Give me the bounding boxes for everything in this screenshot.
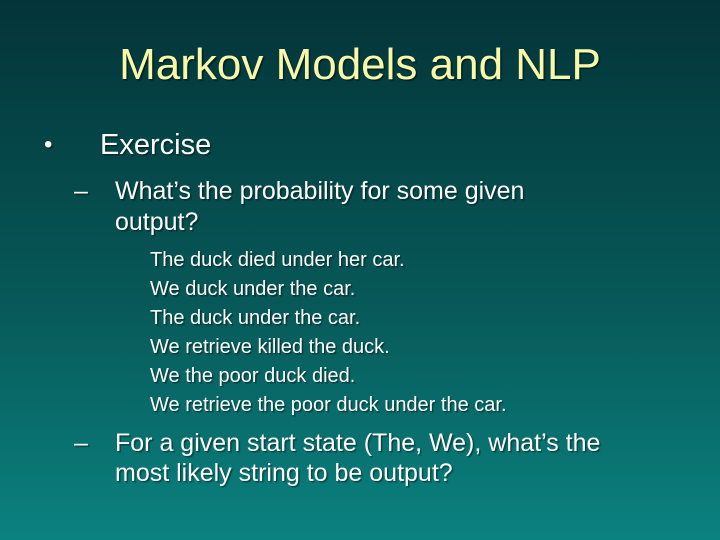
bullet-exercise-label: Exercise: [100, 129, 212, 161]
example-sentence: We retrieve the poor duck under the car.: [150, 394, 507, 416]
dash-bullet-icon: –: [74, 429, 88, 457]
example-sentence: We retrieve killed the duck.: [150, 336, 390, 358]
example-sentence: The duck under the car.: [150, 307, 361, 329]
bullet-dot-icon: •: [44, 131, 53, 158]
example-sentences: [150, 246, 507, 420]
question2-line1: For a given start state (The, We), what’s the: [115, 429, 601, 457]
bullet-question-probability: [74, 176, 524, 238]
question2-line2: most likely string to be output?: [115, 459, 453, 487]
bullet-question-start-state: [74, 428, 600, 488]
question1-line1: What’s the probability for some given: [115, 177, 525, 205]
bullet-exercise: [44, 128, 211, 162]
slide-title: Markov Models and NLP: [119, 40, 601, 89]
example-sentence: We duck under the car.: [150, 278, 356, 300]
dash-bullet-icon: –: [74, 177, 88, 205]
question1-line2: output?: [115, 208, 199, 236]
example-sentence: The duck died under her car.: [150, 249, 405, 271]
example-sentence: We the poor duck died.: [150, 365, 356, 387]
